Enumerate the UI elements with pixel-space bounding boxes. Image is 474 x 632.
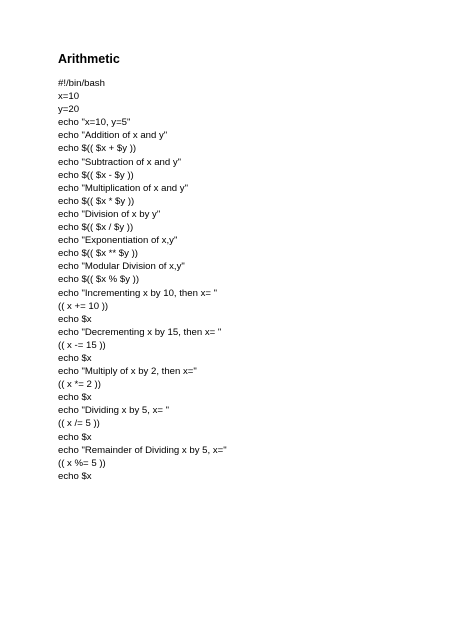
script-line: (( x *= 2 )) xyxy=(58,379,101,391)
script-line: echo $x xyxy=(58,431,92,443)
script-line: echo "Dividing x by 5, x= " xyxy=(58,405,170,417)
script-line: y=20 xyxy=(58,104,80,116)
document-title: Arithmetic xyxy=(58,52,120,66)
script-line: echo $(( $x / $y )) xyxy=(58,222,134,234)
script-line: echo $x xyxy=(58,470,92,482)
script-line: echo $(( $x - $y )) xyxy=(58,169,134,181)
script-line: (( x += 10 )) xyxy=(58,300,109,312)
script-line: echo $x xyxy=(58,392,92,404)
script-line: echo $(( $x ** $y )) xyxy=(58,248,138,260)
script-line: echo "Division of x by y" xyxy=(58,208,161,220)
script-line: echo "Addition of x and y" xyxy=(58,130,168,142)
script-line: x=10 xyxy=(58,91,80,103)
script-line: (( x %= 5 )) xyxy=(58,457,106,469)
script-line: #!/bin/bash xyxy=(58,78,105,89)
script-line: (( x -= 15 )) xyxy=(58,339,106,351)
script-line: echo "x=10, y=5" xyxy=(58,117,131,129)
bash-script-listing xyxy=(58,77,227,483)
script-line: echo "Multiplication of x and y" xyxy=(58,182,188,194)
script-line: echo "Exponentiation of x,y" xyxy=(58,235,178,247)
script-line: echo "Subtraction of x and y" xyxy=(58,156,182,168)
script-line: echo "Incrementing x by 10, then x= " xyxy=(58,287,218,299)
script-line: echo $x xyxy=(58,313,92,325)
script-line: echo "Multiply of x by 2, then x=" xyxy=(58,366,197,378)
script-line: echo $(( $x + $y )) xyxy=(58,143,137,155)
script-line: echo "Decrementing x by 15, then x= " xyxy=(58,326,222,338)
script-line: (( x /= 5 )) xyxy=(58,418,100,430)
script-line: echo $(( $x * $y )) xyxy=(58,195,135,207)
script-line: echo "Remainder of Dividing x by 5, x=" xyxy=(58,444,227,456)
script-line: echo $x xyxy=(58,352,92,364)
script-line: echo "Modular Division of x,y" xyxy=(58,261,185,273)
script-line: echo $(( $x % $y )) xyxy=(58,274,140,286)
